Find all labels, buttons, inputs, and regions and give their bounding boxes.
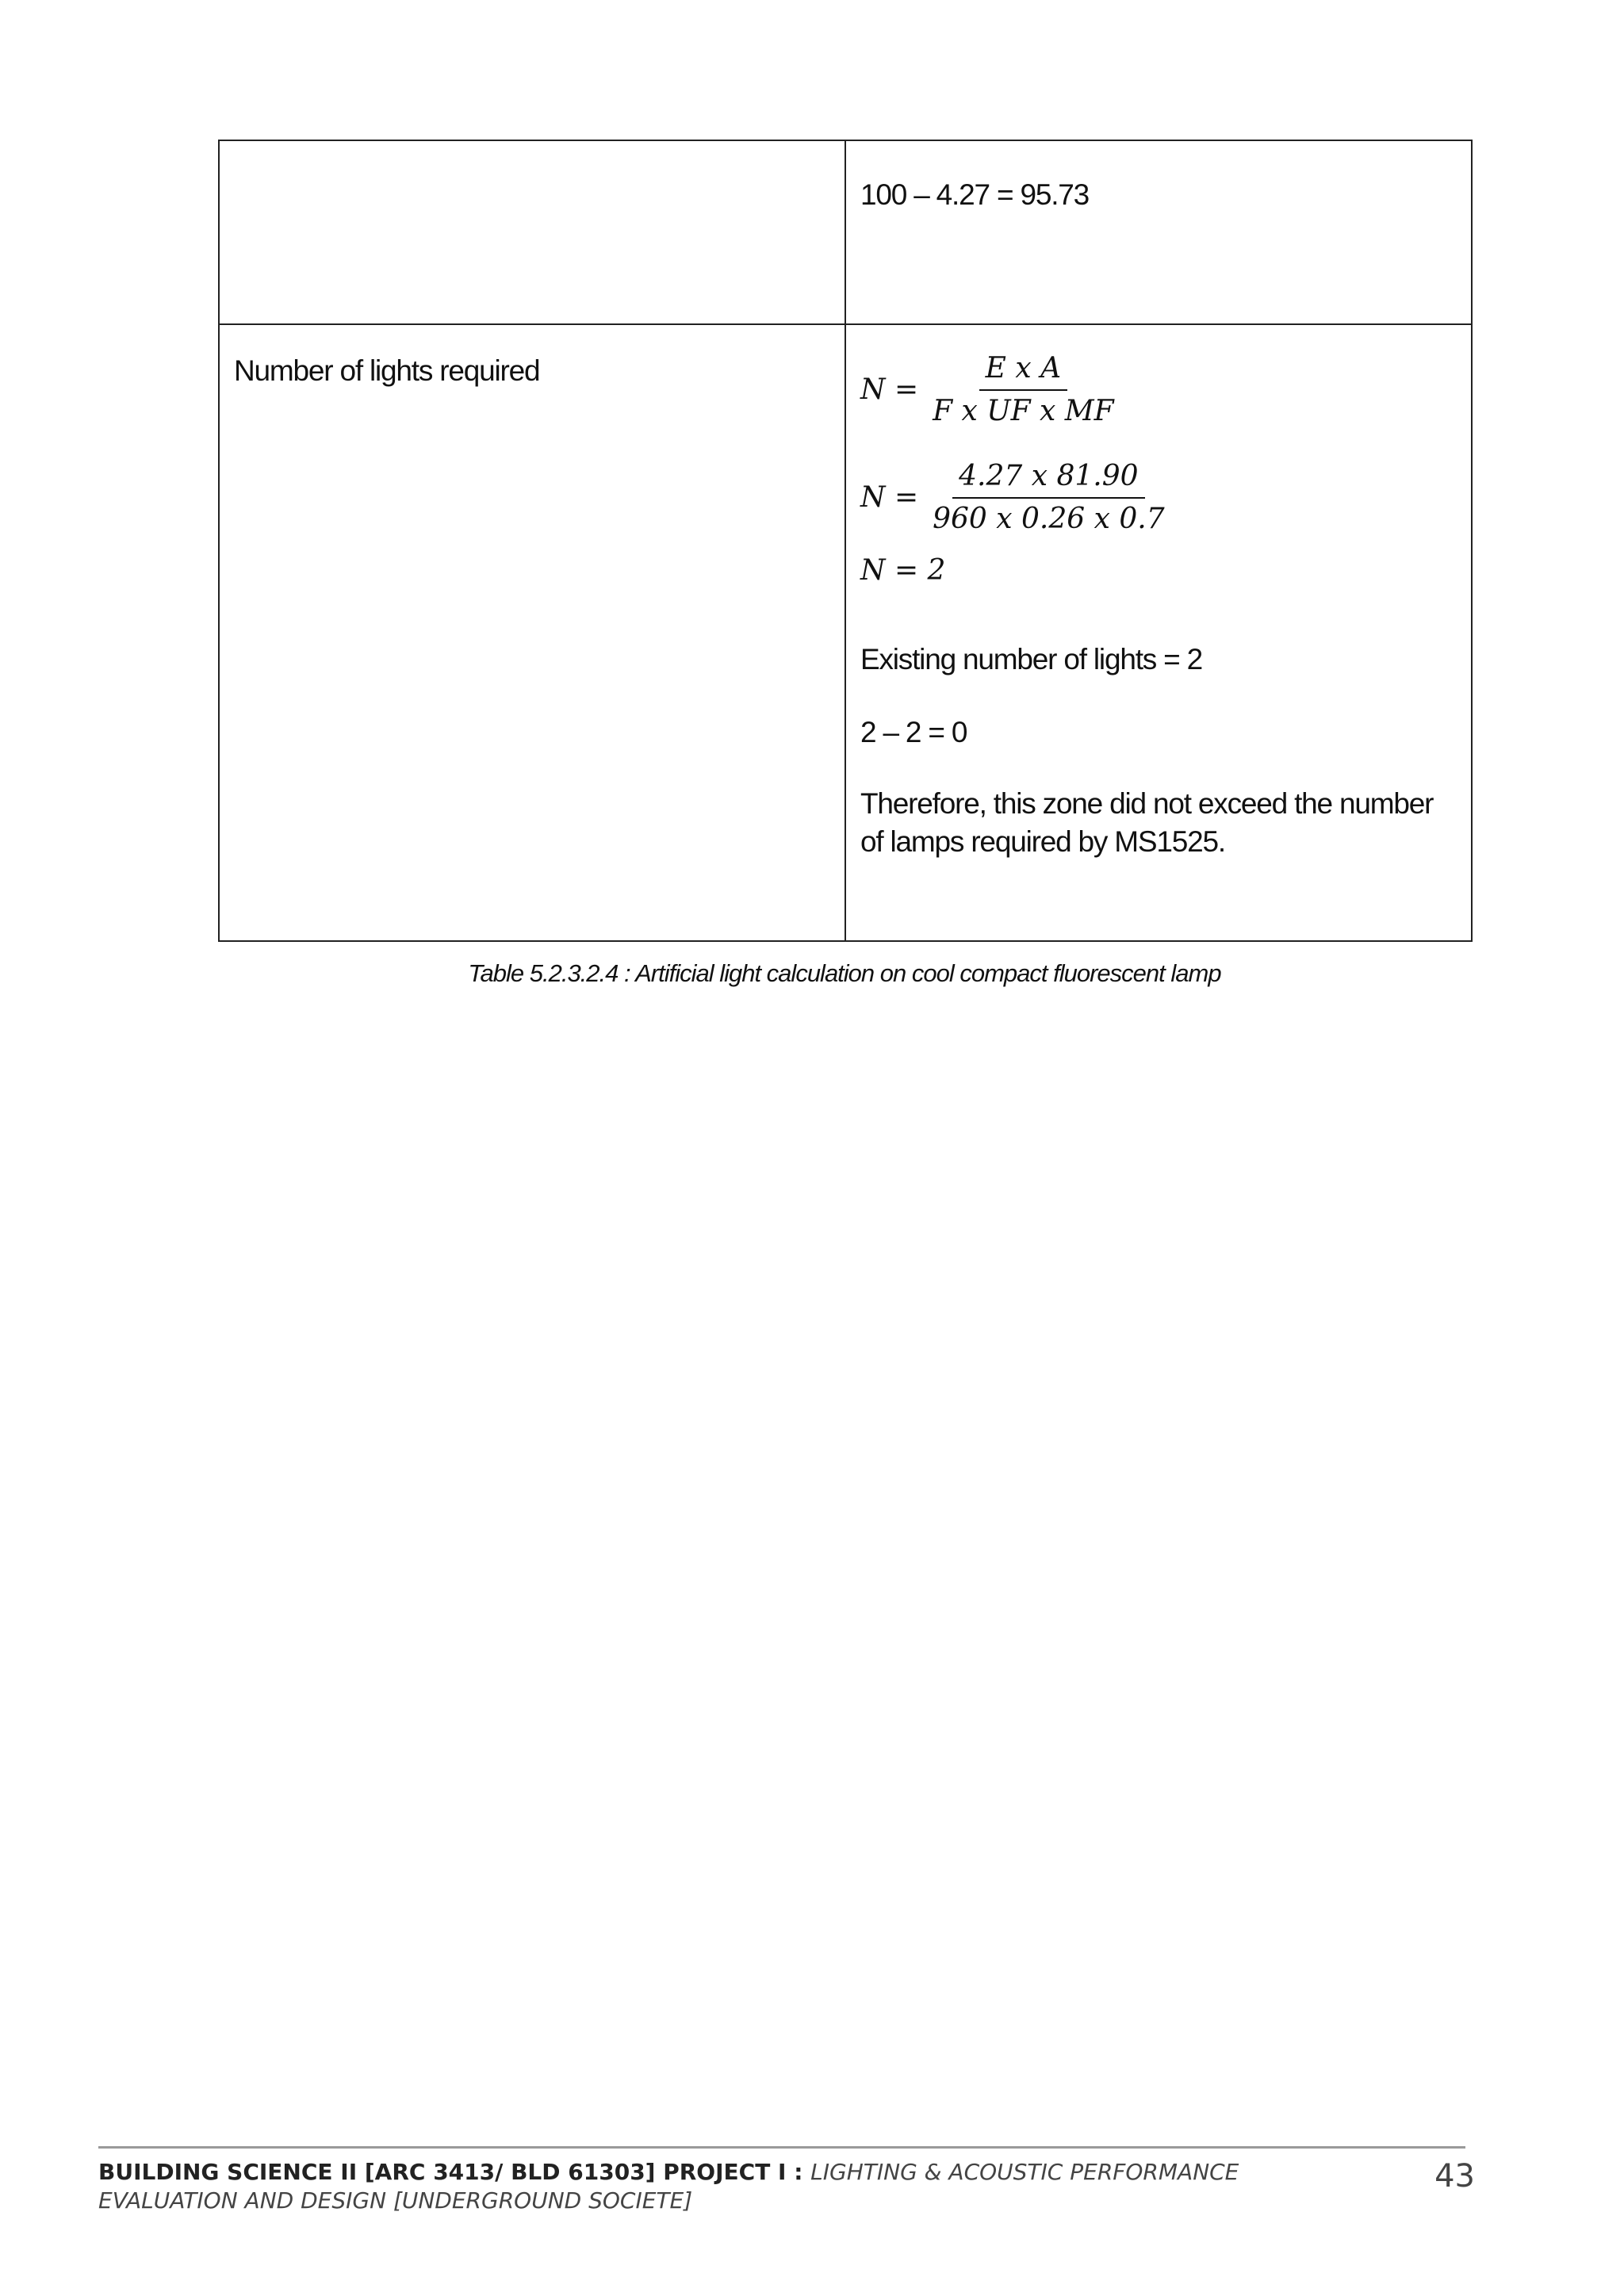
table-cell-value (845, 324, 1472, 941)
table-row (219, 324, 1472, 941)
table-caption: Table 5.2.3.2.4 : Artificial light calculation on cool compact fluorescent lamp (468, 959, 1221, 987)
footer-title (98, 2158, 1383, 2215)
substitution-denominator: 960 x 0.26 x 0.7 (933, 503, 1165, 535)
row1-value: 100 – 4.27 = 95.73 (860, 178, 1090, 211)
existing-lights-text: Existing number of lights = 2 (860, 643, 1203, 675)
calculation-table (218, 140, 1473, 942)
substitution-numerator: 4.27 x 81.90 (952, 459, 1144, 499)
footer-divider (98, 2146, 1465, 2149)
table-cell-label (219, 324, 845, 941)
formula-denominator: F x UF x MF (933, 395, 1114, 427)
substitution-fraction (926, 459, 1171, 537)
formula-fraction (926, 351, 1120, 429)
table-cell-value (845, 140, 1472, 324)
row2-label: Number of lights required (234, 354, 540, 387)
substitution-equation (860, 458, 1457, 538)
formula-equation (860, 350, 1457, 430)
conclusion-text: Therefore, this zone did not exceed the number of lamps required by MS1525. (860, 787, 1434, 858)
page-number: 43 (1434, 2158, 1475, 2195)
footer-bold-text: BUILDING SCIENCE II [ARC 3413/ BLD 61303] PROJECT I : (98, 2159, 811, 2185)
footer-italic-text: LIGHTING & ACOUSTIC PERFORMANCE EVALUATION AND DESIGN [UNDERGROUND SOCIETE] (98, 2159, 1239, 2214)
row1-label (234, 141, 830, 176)
difference-text: 2 – 2 = 0 (860, 716, 967, 748)
formula-numerator: E x A (979, 351, 1067, 391)
formula-lhs: N = (860, 373, 919, 406)
substitution-lhs: N = (860, 481, 919, 514)
table-cell-label (219, 140, 845, 324)
table-row (219, 140, 1472, 324)
result-equation: N = 2 (860, 554, 946, 587)
